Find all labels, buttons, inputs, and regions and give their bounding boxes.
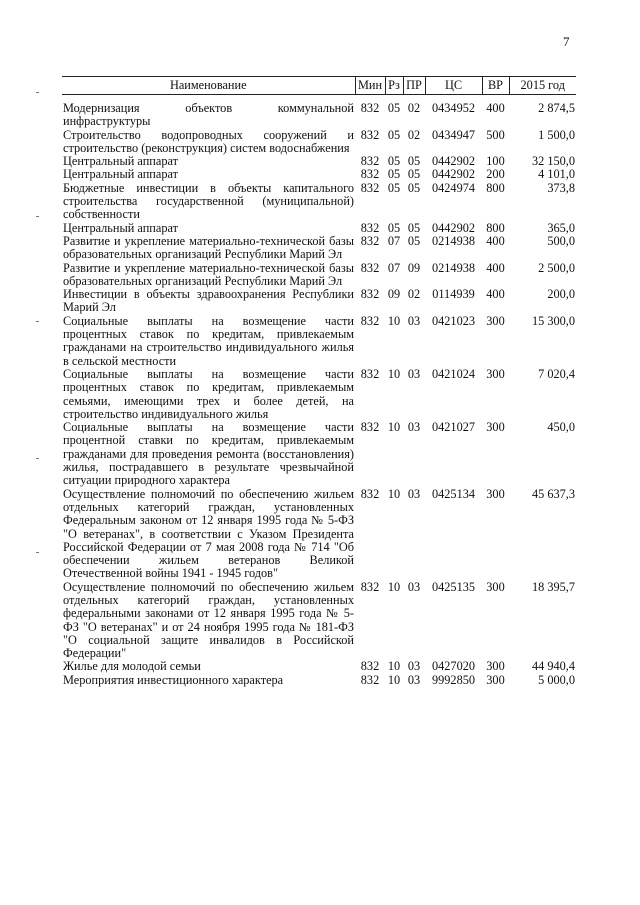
row-min-cell: 832 <box>360 154 380 169</box>
table-row <box>62 315 576 368</box>
row-rz-cell: 10 <box>387 579 401 594</box>
scan-margin-mark <box>36 321 39 322</box>
row-pr-cell: 09 <box>407 260 421 275</box>
row-name-cell: Бюджетные инвестиции в объекты капитального строительства государственной (муниципальной) собственности <box>63 180 354 222</box>
row-pr-cell: 05 <box>407 220 421 235</box>
row-pr-cell: 05 <box>407 180 421 195</box>
row-amount-cell: 365,0 <box>547 220 575 235</box>
row-amount-cell: 18 395,7 <box>531 579 575 594</box>
row-min-cell: 832 <box>360 366 380 381</box>
scan-margin-mark <box>36 458 39 459</box>
header-year: 2015 год <box>509 77 576 95</box>
table-row <box>62 674 576 687</box>
row-vr-cell: 300 <box>486 659 505 674</box>
table-row <box>62 368 576 421</box>
row-amount-cell: 2 500,0 <box>538 260 575 275</box>
row-pr-cell: 03 <box>407 672 421 687</box>
row-pr-cell: 05 <box>407 154 421 169</box>
header-pr: ПР <box>403 77 425 95</box>
row-min-cell: 832 <box>360 287 380 302</box>
row-name-cell: Центральный аппарат <box>63 167 178 182</box>
row-rz-cell: 05 <box>387 220 401 235</box>
row-min-cell: 832 <box>360 220 380 235</box>
row-vr-cell: 400 <box>486 287 505 302</box>
row-rz-cell: 05 <box>387 154 401 169</box>
row-cs-cell: 0442902 <box>431 154 476 169</box>
page-number: 7 <box>563 34 570 49</box>
row-rz-cell: 05 <box>387 127 401 142</box>
row-pr-cell: 03 <box>407 659 421 674</box>
scan-margin-mark <box>36 216 39 217</box>
row-name-cell: Центральный аппарат <box>63 220 178 235</box>
row-cs-cell: 0421027 <box>431 420 476 435</box>
row-min-cell: 832 <box>360 672 380 687</box>
row-vr-cell: 800 <box>486 180 505 195</box>
row-cs-cell: 0427020 <box>431 659 476 674</box>
row-vr-cell: 300 <box>486 420 505 435</box>
table-row <box>62 235 576 262</box>
row-amount-cell: 5 000,0 <box>538 672 575 687</box>
row-cs-cell: 0425134 <box>431 486 476 501</box>
row-amount-cell: 7 020,4 <box>538 366 575 381</box>
row-vr-cell: 100 <box>486 154 505 169</box>
row-name-cell: Модернизация объектов коммунальной инфраструктуры <box>63 101 354 129</box>
row-vr-cell: 500 <box>486 127 505 142</box>
table-header-row <box>62 77 576 95</box>
row-rz-cell: 10 <box>387 313 401 328</box>
header-rz: Рз <box>385 77 403 95</box>
row-rz-cell: 07 <box>387 260 401 275</box>
row-name-cell: Мероприятия инвестиционного характера <box>63 672 284 687</box>
row-name-cell: Осуществление полномочий по обеспечению жильем отдельных категорий граждан, установленных Федеральным законом от 12 января 1995 года № 5-ФЗ "О ветеранах", в соответствии с Указом Президента Российской Федерации от 7 мая 2008 года № 714 "Об обеспечении жильем ветеранов Великой Отечественной войны 1941 - 1945 годов" <box>63 486 354 581</box>
row-name-cell: Развитие и укрепление материально-технической базы образовательных организаций Республики Марий Эл <box>63 233 354 262</box>
row-amount-cell: 15 300,0 <box>531 313 575 328</box>
row-pr-cell: 03 <box>407 313 421 328</box>
table-row <box>62 660 576 673</box>
row-cs-cell: 0434952 <box>431 101 476 115</box>
header-vr: ВР <box>482 77 509 95</box>
row-name-cell: Социальные выплаты на возмещение части процентных ставок по кредитам, привлекаемым гражданами на строительство индивидуального жилья в сельской местности <box>63 313 354 368</box>
row-cs-cell: 9992850 <box>431 672 476 687</box>
row-pr-cell: 02 <box>407 287 421 302</box>
table-row <box>62 95 576 129</box>
row-vr-cell: 300 <box>486 486 505 501</box>
row-pr-cell: 03 <box>407 579 421 594</box>
scan-margin-mark <box>36 552 39 553</box>
table-row <box>62 129 576 156</box>
row-cs-cell: 0442902 <box>431 167 476 182</box>
row-vr-cell: 200 <box>486 167 505 182</box>
row-pr-cell: 05 <box>407 167 421 182</box>
row-pr-cell: 02 <box>407 127 421 142</box>
row-name-cell: Развитие и укрепление материально-технической базы образовательных организаций Республики Марий Эл <box>63 260 354 288</box>
row-amount-cell: 1 500,0 <box>538 127 575 142</box>
row-pr-cell: 02 <box>407 101 421 115</box>
row-min-cell: 832 <box>360 260 380 275</box>
row-pr-cell: 03 <box>407 420 421 435</box>
row-cs-cell: 0421023 <box>431 313 476 328</box>
row-amount-cell: 500,0 <box>547 233 575 248</box>
row-amount-cell: 45 637,3 <box>531 486 575 501</box>
scan-margin-mark <box>36 92 39 93</box>
row-cs-cell: 0214938 <box>431 233 476 248</box>
row-rz-cell: 05 <box>387 180 401 195</box>
row-rz-cell: 10 <box>387 486 401 501</box>
row-name-cell: Осуществление полномочий по обеспечению жильем отдельных категорий граждан, установленных федеральными законами от 12 января 1995 года № 5-ФЗ "О ветеранах" и от 24 ноября 1995 года № 181-ФЗ "О социальной защите инвалидов в Российской Федерации" <box>63 579 354 661</box>
row-amount-cell: 373,8 <box>547 180 575 195</box>
row-pr-cell: 03 <box>407 366 421 381</box>
row-vr-cell: 800 <box>486 220 505 235</box>
table-row <box>62 222 576 235</box>
row-min-cell: 832 <box>360 180 380 195</box>
table-row <box>62 155 576 168</box>
row-vr-cell: 300 <box>486 366 505 381</box>
table-row <box>62 288 576 315</box>
row-rz-cell: 10 <box>387 366 401 381</box>
table-row <box>62 168 576 181</box>
row-min-cell: 832 <box>360 313 380 328</box>
row-name-cell: Центральный аппарат <box>63 154 178 169</box>
row-min-cell: 832 <box>360 579 380 594</box>
row-min-cell: 832 <box>360 233 380 248</box>
row-amount-cell: 450,0 <box>547 420 575 435</box>
row-min-cell: 832 <box>360 420 380 435</box>
row-name-cell: Социальные выплаты на возмещение части процентных ставок по кредитам, привлекаемым семьями, имеющими трех и более детей, на строительство индивидуального жилья <box>63 366 354 421</box>
row-amount-cell: 44 940,4 <box>531 659 575 674</box>
row-min-cell: 832 <box>360 127 380 142</box>
row-amount-cell: 200,0 <box>547 287 575 302</box>
row-name-cell: Инвестиции в объекты здравоохранения Республики Марий Эл <box>63 287 354 315</box>
table-row <box>62 421 576 487</box>
row-rz-cell: 09 <box>387 287 401 302</box>
row-cs-cell: 0434947 <box>431 127 476 142</box>
row-pr-cell: 05 <box>407 233 421 248</box>
row-rz-cell: 10 <box>387 420 401 435</box>
row-cs-cell: 0114939 <box>432 287 475 302</box>
row-min-cell: 832 <box>360 486 380 501</box>
row-vr-cell: 400 <box>486 233 505 248</box>
row-amount-cell: 32 150,0 <box>531 154 575 169</box>
row-amount-cell: 4 101,0 <box>538 167 575 182</box>
row-rz-cell: 07 <box>387 233 401 248</box>
row-cs-cell: 0442902 <box>431 220 476 235</box>
row-name-cell: Социальные выплаты на возмещение части процентной ставки по кредитам, привлекаемым гражданами для проведения ремонта (восстановления) жилья, пострадавшего в результате чрезвычайной ситуации природного характера <box>63 420 354 488</box>
row-vr-cell: 400 <box>486 101 505 115</box>
row-vr-cell: 400 <box>486 260 505 275</box>
row-vr-cell: 300 <box>486 313 505 328</box>
row-amount-cell: 2 874,5 <box>538 101 575 115</box>
row-min-cell: 832 <box>360 167 380 182</box>
table-row <box>62 182 576 222</box>
header-min: Мин <box>355 77 385 95</box>
row-rz-cell: 10 <box>387 672 401 687</box>
row-rz-cell: 05 <box>387 167 401 182</box>
row-min-cell: 832 <box>360 101 380 115</box>
row-min-cell: 832 <box>360 659 380 674</box>
table-row <box>62 488 576 581</box>
row-pr-cell: 03 <box>407 486 421 501</box>
row-rz-cell: 05 <box>387 101 401 115</box>
row-vr-cell: 300 <box>486 672 505 687</box>
row-name-cell: Жилье для молодой семьи <box>63 659 201 674</box>
header-name: Наименование <box>62 77 355 95</box>
row-cs-cell: 0424974 <box>431 180 476 195</box>
budget-table <box>62 76 576 687</box>
row-name-cell: Строительство водопроводных сооружений и строительство (реконструкция) систем водоснабжения <box>63 127 354 155</box>
table-row <box>62 581 576 661</box>
table-row <box>62 262 576 289</box>
row-cs-cell: 0214938 <box>431 260 476 275</box>
row-cs-cell: 0425135 <box>431 579 476 594</box>
header-cs: ЦС <box>425 77 482 95</box>
row-rz-cell: 10 <box>387 659 401 674</box>
row-vr-cell: 300 <box>486 579 505 594</box>
row-cs-cell: 0421024 <box>431 366 476 381</box>
